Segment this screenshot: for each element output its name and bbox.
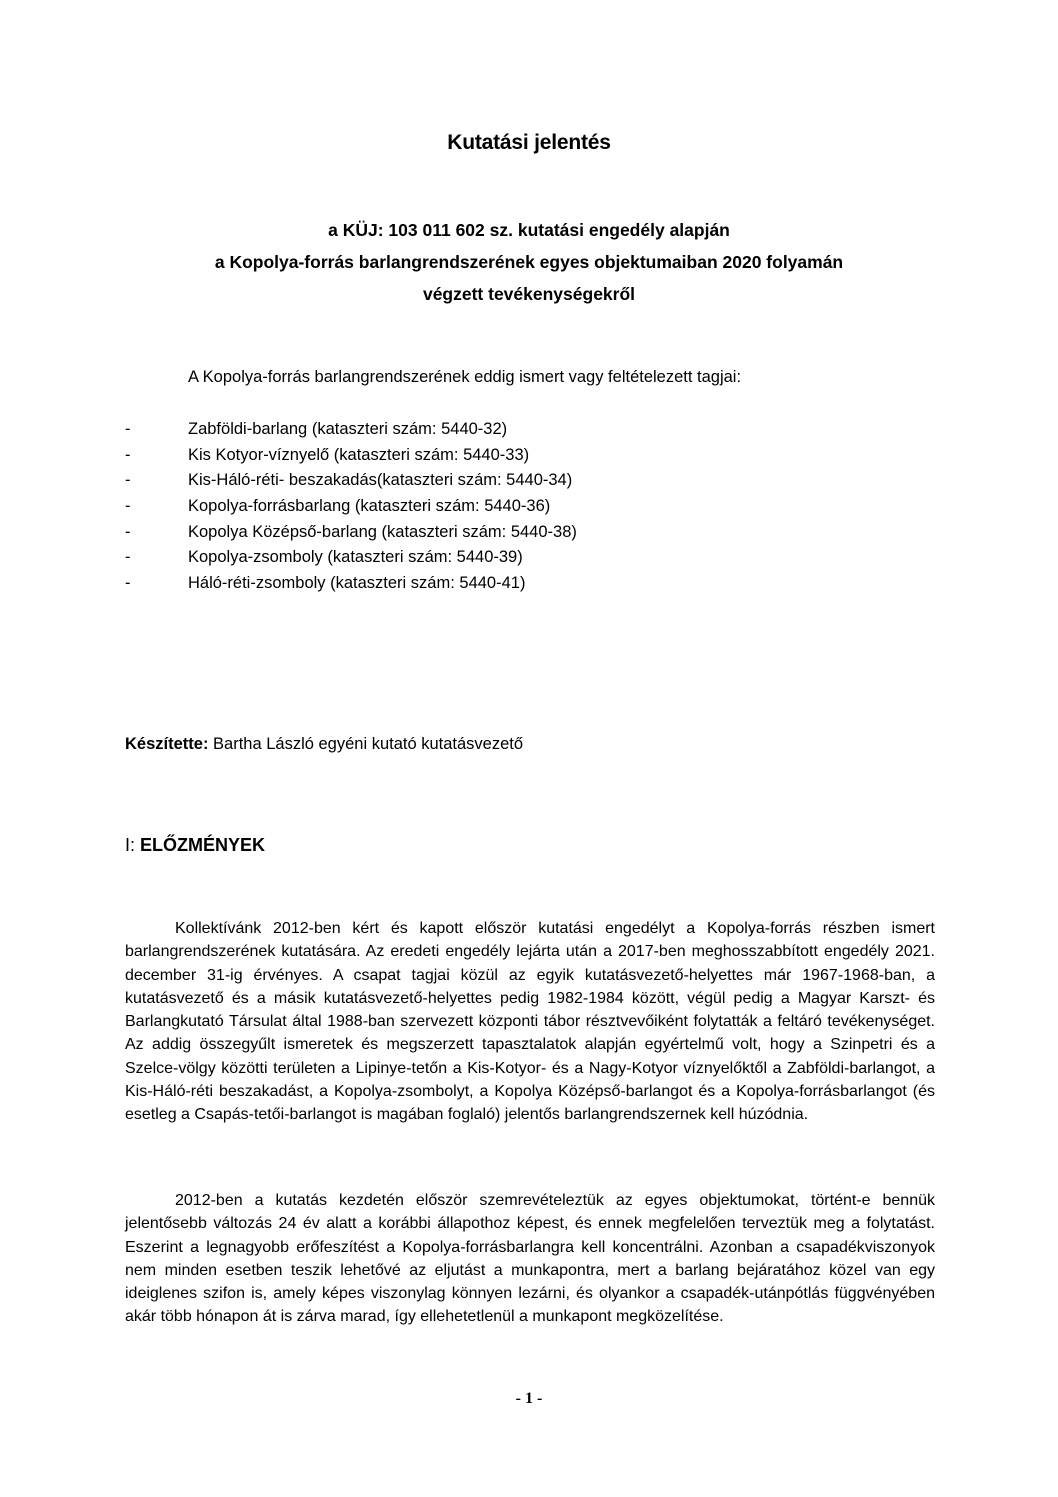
list-marker: - (125, 471, 131, 490)
cave-list-intro: A Kopolya-forrás barlangrendszerének eddig ismert vagy feltételezett tagjai: (188, 368, 742, 386)
section-prefix: I: (125, 835, 141, 855)
author-label: Készítette: (125, 735, 209, 753)
subtitle-line: végzett tevékenységekről (422, 284, 636, 304)
cave-name: Kis-Háló-réti- beszakadás(kataszteri szám: 5440-34) (188, 471, 573, 490)
document-title: Kutatási jelentés (447, 131, 611, 154)
body-paragraph-1 (125, 917, 935, 1127)
document-subtitle (0, 214, 1058, 310)
body-paragraph-2 (125, 1189, 935, 1329)
author-line (125, 735, 523, 754)
cave-name: Kopolya Középső-barlang (kataszteri szám: 5440-38) (188, 522, 577, 541)
list-marker: - (125, 497, 131, 516)
list-item (125, 520, 577, 546)
list-marker: - (125, 445, 131, 464)
cave-name: Zabföldi-barlang (kataszteri szám: 5440-32) (188, 420, 508, 438)
list-item (125, 417, 577, 443)
list-item (125, 494, 577, 520)
paragraph: 2012-ben a kutatás kezdetén először szemrevételeztük az egyes objektumokat, történt-e bennük jelentősebb változás 24 év alatt a korábbi állapothoz képest, és ennek megfelelően terveztük meg a folytatást. Eszerint a legnagyobb erőfeszítést a Kopolya-forrásbarlangra kell koncentrálni. Azonban a csapadékviszonyok nem minden esetben teszik lehetővé az eljutást a munkapontra, mert a barlang bejáratához közel van egy ideiglenes szifon is, amely képes viszonylag könnyen lezárni, és olyankor a csapadék-utánpótlás függvényében akár több hónapon át is zárva marad, így ellehetetlenül a munkapont megközelítése. (125, 1192, 935, 1326)
author-value: Bartha László egyéni kutató kutatásvezető (208, 735, 524, 753)
list-item (125, 468, 577, 494)
list-item (125, 571, 577, 597)
cave-name: Kis Kotyor-víznyelő (kataszteri szám: 5440-33) (188, 445, 530, 464)
list-marker: - (125, 548, 131, 567)
list-marker: - (125, 522, 131, 541)
list-marker: - (125, 420, 131, 438)
list-item (125, 443, 577, 469)
cave-name: Kopolya-zsomboly (kataszteri szám: 5440-39) (188, 548, 523, 567)
paragraph: Kollektívánk 2012-ben kért és kapott először kutatási engedélyt a Kopolya-forrás részben ismert barlangrendszerének kutatására. Az eredeti engedély lejárta után a 2017-ben meghosszabbított engedély 2021. december 31-ig érvényes. A csapat tagjai közül az egyik kutatásvezető-helyettes már 1967-1968-ban, a kutatásvezető és a másik kutatásvezető-helyettes pedig 1982-1984 között, végül pedig a Magyar Karszt- és Barlangkutató Társulat által 1988-ban szervezett központi tábor résztvevőiként folytatták a feltáró tevékenységet. Az addig összegyűlt ismeretek és megszerzett tapasztalatok alapján egyértelmű volt, hogy a Szinpetri és a Szelce-völgy közötti területen a Lipinye-tetőn a Kis-Kotyor- és a Nagy-Kotyor víznyelőktől a Zabföldi-barlangot, a Kis-Háló-réti beszakadást, a Kopolya-zsombolyt, a Kopolya Középső-barlangot és a Kopolya-forrásbarlangot (és esetleg a Csapás-tetői-barlangot is magában foglaló) jelentős barlangrendszernek kell húzódnia. (125, 920, 935, 1124)
cave-name: Kopolya-forrásbarlang (kataszteri szám: 5440-36) (188, 497, 551, 516)
list-item (125, 545, 577, 571)
subtitle-line: a Kopolya-forrás barlangrendszerének egyes objektumaiban 2020 folyamán (214, 252, 844, 272)
page-number: - 1 - (515, 1390, 543, 1407)
section-heading (125, 835, 265, 856)
section-title: ELŐZMÉNYEK (140, 835, 266, 855)
subtitle-line: a KÜJ: 103 011 602 sz. kutatási engedély alapján (328, 220, 730, 240)
cave-name: Háló-réti-zsomboly (kataszteri szám: 5440-41) (188, 574, 526, 593)
cave-list (125, 417, 577, 597)
list-marker: - (125, 574, 131, 593)
